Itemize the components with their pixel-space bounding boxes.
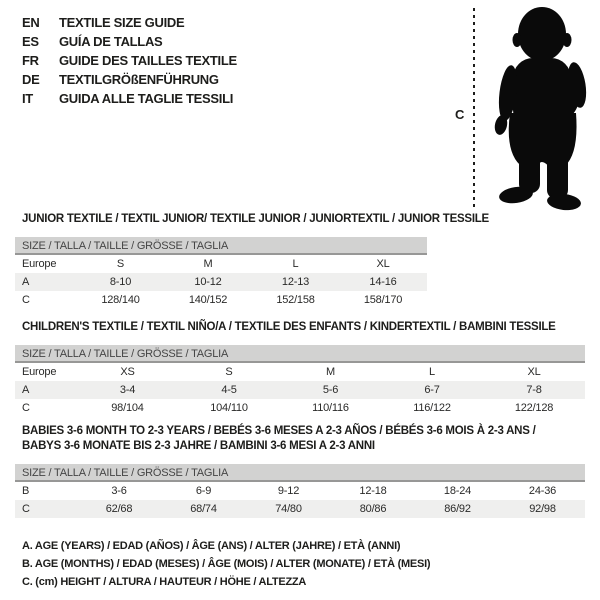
table-cell: 122/128: [514, 402, 554, 414]
babies-table-title-line2: BABYS 3-6 MONATE BIS 2-3 JAHRE / BAMBINI 3-6 MESI A 2-3 ANNI: [22, 440, 375, 452]
babies-size-grid: [15, 482, 585, 518]
table-cell: 3-6: [111, 485, 127, 497]
table-cell: 4-5: [221, 384, 237, 396]
row-label: A: [22, 276, 30, 288]
height-measure-label: C: [455, 107, 465, 122]
babies-table-title-line1: BABIES 3-6 MONTH TO 2-3 YEARS / BEBÉS 3-6 MESES A 2-3 AÑOS / BÉBÉS 3-6 MOIS À 2-3 ANS /: [22, 425, 536, 437]
language-row: [22, 51, 237, 70]
table-cell: 10-12: [194, 276, 222, 288]
table-cell: 110/116: [312, 402, 349, 414]
table-row-height: [15, 399, 585, 417]
language-title: TEXTILGRÖßENFÜHRUNG: [59, 72, 219, 87]
row-label: A: [22, 384, 30, 396]
table-cell: 80/86: [359, 503, 387, 515]
table-row-europe: [15, 255, 427, 273]
table-row-age-months: [15, 482, 585, 500]
row-label: C: [22, 503, 30, 515]
table-cell: 158/170: [363, 294, 403, 306]
table-cell: 62/68: [105, 503, 133, 515]
note-height-cm: C. (cm) HEIGHT / ALTURA / HAUTEUR / HÖHE / ALTEZZA: [22, 576, 307, 588]
table-cell: L: [429, 366, 435, 378]
table-row-age: [15, 273, 427, 291]
junior-table-title: JUNIOR TEXTILE / TEXTIL JUNIOR/ TEXTILE JUNIOR / JUNIORTEXTIL / JUNIOR TESSILE: [22, 213, 489, 225]
table-cell: 116/122: [413, 402, 451, 414]
table-cell: 74/80: [275, 503, 302, 515]
table-cell: 24-36: [528, 485, 557, 497]
table-cell: 5-6: [322, 384, 339, 396]
table-cell: 128/140: [101, 294, 140, 306]
table-row-europe: [15, 363, 585, 381]
row-label: C: [22, 402, 30, 414]
table-cell: 12-18: [359, 485, 387, 497]
table-cell: S: [225, 366, 233, 378]
table-cell: 14-16: [369, 276, 397, 288]
language-row: [22, 89, 237, 108]
language-title: GUÍA DE TALLAS: [59, 34, 163, 49]
table-cell: 68/74: [190, 503, 217, 515]
baby-silhouette-icon: [486, 3, 600, 211]
language-title: GUIDA ALLE TAGLIE TESSILI: [59, 91, 234, 106]
table-cell: 12-13: [281, 276, 310, 288]
table-row-height: [15, 291, 427, 309]
size-header-bar: SIZE / TALLA / TAILLE / GRÖSSE / TAGLIA: [15, 345, 585, 363]
row-label: C: [22, 294, 30, 306]
size-header-bar: SIZE / TALLA / TAILLE / GRÖSSE / TAGLIA: [15, 237, 427, 255]
language-row: [22, 13, 237, 32]
language-row: [22, 32, 237, 51]
table-cell: XS: [120, 366, 135, 378]
table-cell: 3-4: [119, 384, 136, 396]
table-cell: S: [116, 258, 125, 270]
size-header-bar: SIZE / TALLA / TAILLE / GRÖSSE / TAGLIA: [15, 464, 585, 482]
table-row-height: [15, 500, 585, 518]
table-cell: M: [203, 258, 213, 270]
table-cell: XL: [376, 258, 390, 270]
row-label: B: [22, 485, 30, 497]
children-size-grid: [15, 363, 585, 417]
note-age-years: A. AGE (YEARS) / EDAD (AÑOS) / ÂGE (ANS) / ALTER (JAHRE) / ETÀ (ANNI): [22, 540, 401, 552]
table-cell: 7-8: [526, 384, 542, 396]
row-label: Europe: [22, 366, 57, 378]
table-cell: 152/158: [276, 294, 315, 306]
table-cell: 6-9: [195, 485, 212, 497]
babies-size-table: [15, 464, 585, 518]
junior-size-grid: [15, 255, 427, 309]
children-table-title: CHILDREN'S TEXTILE / TEXTIL NIÑO/A / TEXTILE DES ENFANTS / KINDERTEXTIL / BAMBINI TESSILE: [22, 321, 556, 333]
table-cell: 104/110: [210, 402, 248, 414]
row-label: Europe: [22, 258, 57, 270]
babies-table-title: [22, 424, 587, 454]
table-cell: 140/152: [188, 294, 228, 306]
table-cell: L: [292, 258, 299, 270]
junior-size-table: [15, 237, 427, 309]
note-age-months: B. AGE (MONTHS) / EDAD (MESES) / ÂGE (MOIS) / ALTER (MONATE) / ETÀ (MESI): [22, 558, 431, 570]
language-code: EN: [22, 15, 40, 30]
table-row-age: [15, 381, 585, 399]
legend-notes: [22, 537, 430, 591]
language-code: IT: [22, 91, 33, 106]
table-cell: 86/92: [444, 503, 471, 515]
language-code: FR: [22, 53, 39, 68]
language-title: GUIDE DES TAILLES TEXTILE: [59, 53, 237, 68]
table-cell: 9-12: [277, 485, 300, 497]
table-cell: 6-7: [424, 384, 440, 396]
table-cell: 8-10: [109, 276, 132, 288]
children-size-table: [15, 345, 585, 417]
language-row: [22, 70, 237, 89]
language-code: ES: [22, 34, 39, 49]
language-title-list: [22, 13, 237, 108]
language-title: TEXTILE SIZE GUIDE: [59, 15, 185, 30]
language-code: DE: [22, 72, 40, 87]
table-cell: M: [326, 366, 335, 378]
height-measure-dashed-line: [473, 8, 475, 207]
table-cell: 18-24: [443, 485, 472, 497]
table-cell: 98/104: [111, 402, 144, 414]
table-cell: XL: [527, 366, 541, 378]
table-cell: 92/98: [529, 503, 556, 515]
